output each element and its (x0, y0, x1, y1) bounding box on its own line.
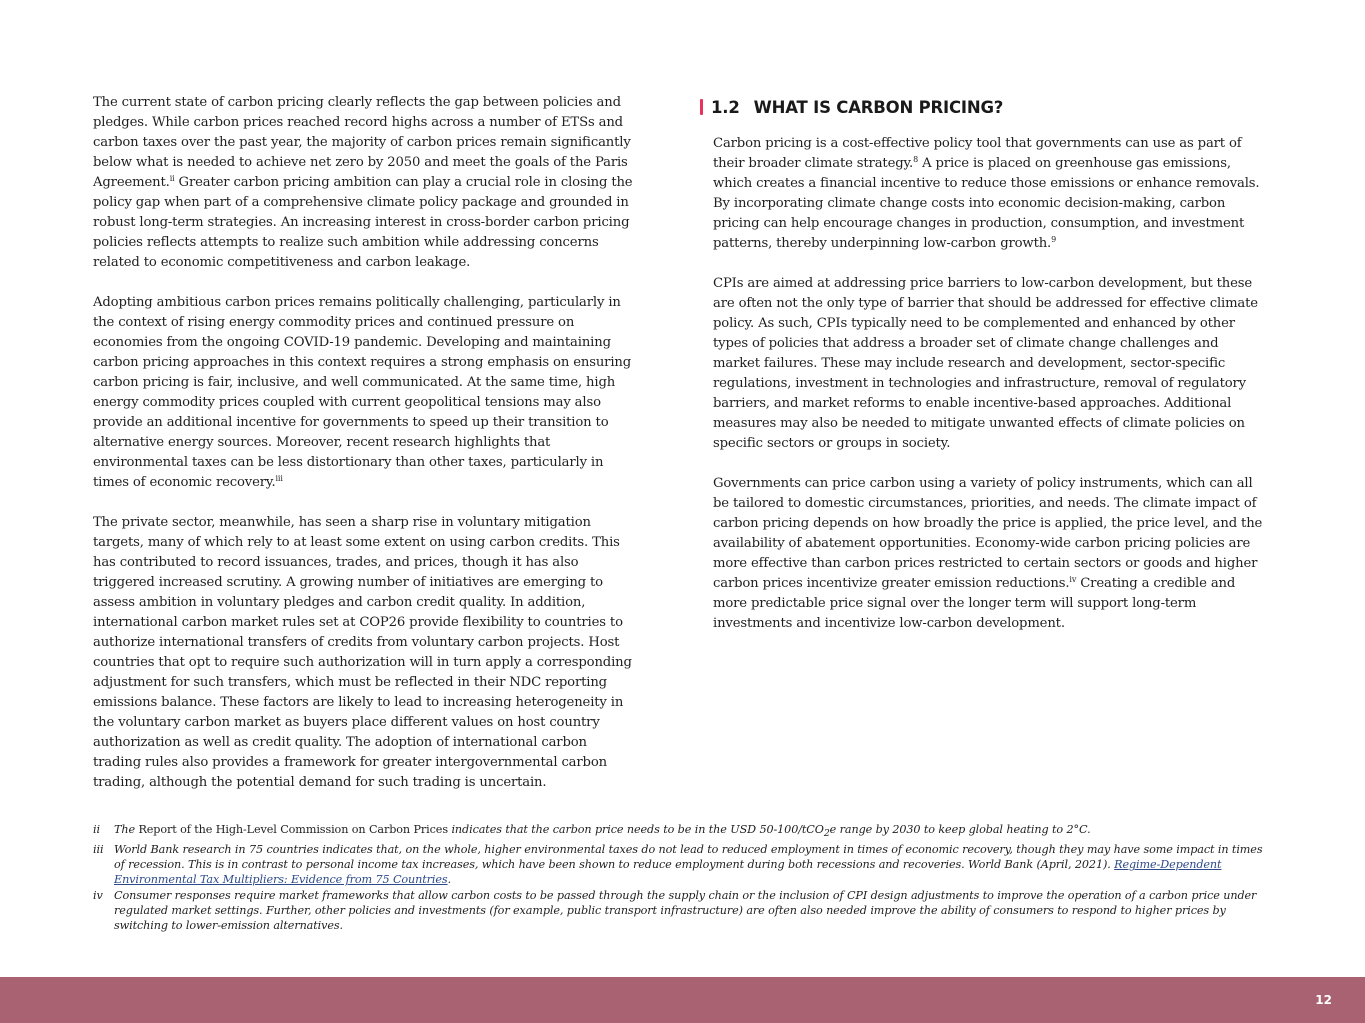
footnote-ii: ii The Report of the High-Level Commission on Carbon Prices indicates that the carbon price needs to be in the USD 50-100/tCO$_2$e range by 2030 to keep global heating to 2°C. (93, 823, 1091, 840)
right-column (700, 93, 1265, 654)
right-paragraph-1: Carbon pricing is a cost-effective policy tool that governments can use as part of their broader climate strategy.$^8$ A price is placed on greenhouse gas emissions, which creates a financial incentive to reduce those emissions or enhance removals. By incorporating climate change costs into economic decision-making, carbon pricing can help encourage changes in production, consumption, and investment patterns, thereby underpinning low-carbon growth.$^9$ (713, 136, 1260, 251)
report-title: Report of the High-Level Commission on Carbon Prices (138, 823, 448, 836)
section-title: WHAT IS CARBON PRICING? (753, 97, 1004, 117)
footnote-ref-8[interactable]: 8 (913, 155, 919, 164)
left-paragraph-2: Adopting ambitious carbon prices remains politically challenging, particularly in the context of rising energy commodity prices and continued pressure on economies from the ongoing COVID-19 pandemic. Developing and maintaining carbon pricing approaches in this context requires a strong emphasis on ensuring carbon pricing is fair, inclusive, and well communicated. At the same time, high energy commodity prices coupled with current geopolitical tensions may also provide an additional incentive for governments to speed up their transition to alternative energy sources. Moreover, recent research highlights that environmental taxes can be less distortionary than other taxes, particularly in times of economic recovery.$^{iii}$ (93, 295, 632, 490)
footnote-ref-iv[interactable]: iv (1069, 575, 1077, 584)
section-number: 1.2 (711, 97, 740, 117)
heading-accent-bar (700, 99, 703, 115)
footnote-ref-9[interactable]: 9 (1051, 235, 1057, 244)
page-number: 12 (1315, 993, 1332, 1007)
footnote-iii: iii World Bank research in 75 countries indicates that, on the whole, higher environmental taxes do not lead to reduced employment in times of economic recovery, though they may have some impact in times of recession. This is in contrast to personal income tax increases, which have been shown to reduce employment during both recessions and recoveries. World Bank (April, 2021). Regime-Dependent Environmental Tax Multipliers: Evidence from 75 Countries. (93, 843, 1263, 887)
right-paragraph-2: CPIs are aimed at addressing price barriers to low-carbon development, but these are often not the only type of barrier that should be addressed for effective climate policy. As such, CPIs typically need to be complemented and enhanced by other types of policies that address a broader set of climate change challenges and market failures. These may include research and development, sector-specific regulations, investment in technologies and infrastructure, removal of regulatory barriers, and market reforms to enable incentive-based approaches. Additional measures may also be needed to mitigate unwanted effects of climate policies on specific sectors or groups in society. (713, 276, 1258, 451)
footnote-ref-ii[interactable]: ii (169, 174, 175, 183)
footnote-mark: iv (93, 889, 103, 903)
world-bank-report-link[interactable]: Regime-Dependent Environmental Tax Multipliers: Evidence from 75 Countries (114, 858, 1222, 887)
right-paragraph-3: Governments can price carbon using a variety of policy instruments, which can all be tailored to domestic circumstances, priorities, and needs. The climate impact of carbon pricing depends on how broadly the price is applied, the price level, and the availability of abatement opportunities. Economy-wide carbon pricing policies are more effective than carbon prices restricted to certain sectors or goods and higher carbon prices incentivize greater emission reductions.$^{iv}$ Creating a credible and more predictable price signal over the longer term will support long-term investments and incentivize low-carbon development. (713, 476, 1263, 631)
footnote-mark: ii (93, 823, 100, 836)
section-heading (700, 97, 1265, 117)
left-paragraph-3: The private sector, meanwhile, has seen a sharp rise in voluntary mitigation targets, many of which rely to at least some extent on using carbon credits. This has contributed to record issuances, trades, and prices, though it has also triggered increased scrutiny. A growing number of initiatives are emerging to assess ambition in voluntary pledges and carbon credit quality. In addition, international carbon market rules set at COP26 provide flexibility to countries to authorize international transfers of credits from voluntary carbon projects. Host countries that opt to require such authorization will in turn apply a corresponding adjustment for such transfers, which must be reflected in their NDC reporting emissions balance. These factors are likely to lead to increasing heterogeneity in the voluntary carbon market as buyers place different values on host country authorization as well as credit quality. The adoption of international carbon trading rules also provides a framework for greater intergovernmental carbon trading, although the potential demand for such trading is uncertain. (93, 515, 632, 790)
left-paragraph-1: The current state of carbon pricing clearly reflects the gap between policies and pledges. While carbon prices reached record highs across a number of ETSs and carbon taxes over the past year, the majority of carbon prices remain significantly below what is needed to achieve net zero by 2050 and meet the goals of the Paris Agreement.$^{ii}$ Greater carbon pricing ambition can play a crucial role in closing the policy gap when part of a comprehensive climate policy package and grounded in robust long-term strategies. An increasing interest in cross-border carbon pricing policies reflects attempts to realize such ambition while addressing concerns related to economic competitiveness and carbon leakage. (93, 95, 633, 270)
left-column (93, 93, 638, 813)
footnotes (93, 822, 1268, 934)
footnote-mark: iii (93, 843, 104, 857)
footer-band (0, 977, 1365, 1023)
footnote-iv: iv Consumer responses require market frameworks that allow carbon costs to be passed through the supply chain or the inclusion of CPI design adjustments to improve the operation of a carbon price under regulated market settings. Further, other policies and investments (for example, public transport infrastructure) are often also needed improve the ability of consumers to respond to higher prices by switching to lower-emission alternatives. (93, 889, 1257, 933)
footnote-ref-iii[interactable]: iii (275, 474, 283, 483)
